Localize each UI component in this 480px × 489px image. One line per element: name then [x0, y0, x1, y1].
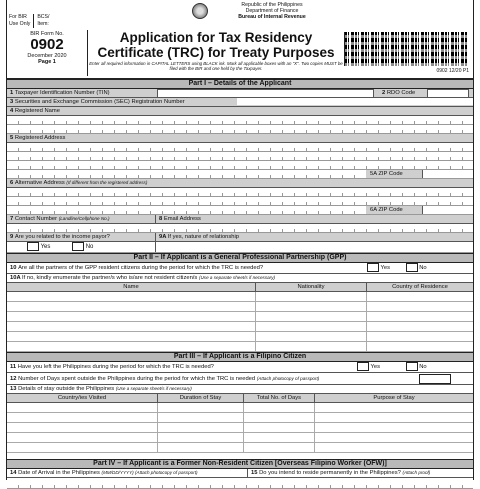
registered-name-field[interactable] [7, 116, 473, 125]
related-no-label: No [85, 244, 94, 251]
q10-row: 10 Are all the partners of the GPP resident citizens during the period for which the TRC is needed? Yes No [7, 263, 473, 274]
related-yes-label: Yes [40, 244, 51, 251]
partners-table-body [7, 292, 473, 352]
alt-address-field-3[interactable] [7, 206, 473, 215]
tin-label: 1 Taxpayer Identification Number (TIN) [10, 90, 110, 96]
q11-options [357, 362, 427, 372]
q12-days-field[interactable] [419, 374, 451, 384]
related-no-checkbox[interactable] [72, 242, 84, 251]
col-country: Country of Residence [392, 284, 448, 290]
table-row[interactable] [7, 433, 473, 443]
q11-row: 11 Have you left the Philippines during the period for which the TRC is needed? Yes No [7, 362, 473, 373]
zip6-label: 6A ZIP Code [366, 206, 422, 214]
q11-no-checkbox[interactable] [406, 362, 418, 371]
q10-yes-checkbox[interactable] [367, 263, 379, 272]
nature-field[interactable] [155, 242, 473, 252]
col-duration: Duration of Stay [158, 394, 244, 402]
alt-address-field-1[interactable] [7, 188, 473, 197]
part2-header: Part II – If Applicant is a General Professional Partnership (GPP) [7, 253, 473, 263]
stay-table-header [7, 394, 473, 403]
part3-header: Part III – If Applicant is a Filipino Citizen [7, 352, 473, 362]
form-page [6, 0, 474, 480]
q14-row: 14 Date of Arrival in the Philippines (MM/DD/YYYY) (Attach photocopy of passport) 15 Do you intend to reside permanently in the Philippines? (Attach proof) [7, 469, 473, 478]
table-row[interactable] [7, 443, 473, 453]
stay-table-body [7, 403, 473, 453]
form-header [7, 0, 473, 79]
q10-label: Are all the partners of the GPP resident citizens during the period for which the TRC is needed? [18, 265, 264, 271]
partners-table-header [7, 283, 473, 292]
rdo-field[interactable] [427, 89, 469, 98]
address-field-3[interactable] [7, 161, 473, 170]
table-row[interactable] [7, 413, 473, 423]
agency-block [177, 2, 337, 20]
q11-yes-checkbox[interactable] [357, 362, 369, 371]
tin-field[interactable] [157, 89, 374, 98]
part4-header: Part IV – If Applicant is a Former Non-Resident Citizen [Overseas Filipino Worker (OFW)] [7, 459, 473, 469]
q10a-label: If no, kindly enumerate the partner/s who is/are not resident citizen/s [22, 275, 198, 281]
agency-line-2: Department of Finance [245, 8, 299, 14]
contact-email-field[interactable] [7, 224, 473, 233]
form-title-line2: Certificate (TRC) for Treaty Purposes [97, 45, 335, 60]
address-field-1[interactable] [7, 143, 473, 152]
q15-note: (Attach proof) [402, 470, 431, 475]
alt-address-field-2[interactable] [7, 197, 473, 206]
nature-label-wrap: 9A If yes, nature of relationship [155, 233, 239, 241]
address-field-2[interactable] [7, 152, 473, 161]
alt-address-row: 6 Alternative Address (If different from the registered address) [7, 179, 473, 188]
col-nationality: Nationality [256, 283, 367, 291]
nature-label: If yes, nature of relationship [167, 234, 240, 240]
form-no: 0902 [30, 36, 64, 53]
form-number-box [7, 30, 88, 76]
for-bir-use-label: For BIR Use Only [9, 14, 34, 28]
address-label: Registered Address [14, 135, 66, 141]
related-options [7, 242, 473, 253]
zip6-field[interactable] [422, 206, 473, 214]
table-row[interactable] [7, 292, 473, 302]
q12-note: (Attach photocopy of passport) [256, 376, 320, 381]
page-number: Page 1 [38, 59, 56, 65]
q10a-note: (Use a separate sheet/s if necessary) [198, 275, 276, 280]
tin-row [7, 89, 473, 98]
q15-wrap: 15 Do you intend to reside permanently in the Philippines? (Attach proof) [247, 469, 430, 477]
title-box [89, 30, 343, 71]
for-bir-use [9, 14, 49, 28]
agency-line-1: Republic of the Philippines [241, 2, 303, 8]
bcs-item-label: BCS/ Item: [37, 14, 50, 27]
name-row: 4 Registered Name [7, 107, 473, 116]
col-countries: Country/ies Visited [7, 394, 158, 402]
q10a-row: 10A If no, kindly enumerate the partner/s who is/are not resident citizen/s (Use a separate sheet/s if necessary) [7, 274, 473, 283]
alt-address-label: Alternative Address [14, 180, 65, 186]
q11-no-label: No [419, 364, 427, 371]
name-label: Registered Name [14, 108, 60, 114]
agency-line-3: Bureau of Internal Revenue [238, 14, 306, 20]
q11-yes-label: Yes [370, 364, 380, 371]
form-title-line1: Application for Tax Residency [119, 30, 313, 45]
sec-label: Securities and Exchange Commission (SEC) Registration Number [14, 99, 185, 105]
related-yes-checkbox[interactable] [27, 242, 39, 251]
col-purpose: Purpose of Stay [373, 395, 415, 401]
q12-label: Number of Days spent outside the Philippines during the period for which the TRC is needed [18, 376, 256, 382]
q14-label: Date of Arrival in the Philippines [18, 470, 100, 476]
sec-row: 3 Securities and Exchange Commission (SEC) Registration Number [7, 98, 473, 107]
sec-field[interactable] [237, 98, 473, 105]
table-row[interactable] [7, 302, 473, 312]
contact-label: Contact Number [14, 216, 58, 222]
table-row[interactable] [7, 403, 473, 413]
q13-note: (Use a separate sheet/s if necessary) [115, 386, 192, 391]
q13-label: Details of stay outside the Philippines [18, 386, 115, 392]
form-code: 0902 12/20 P1 [436, 68, 469, 74]
table-row[interactable] [7, 342, 473, 352]
table-row[interactable] [7, 312, 473, 322]
related-label: Are you related to the income payor? [14, 234, 110, 240]
q13-row: 13 Details of stay outside the Philippines (Use a separate sheet/s if necessary) [7, 385, 473, 394]
q12-row: 12 Number of Days spent outside the Philippines during the period for which the TRC is needed (Attach photocopy of passport) [7, 373, 473, 385]
q10-no-label: No [419, 265, 427, 272]
contact-note: (Landline/Cellphone No.) [58, 216, 110, 221]
q11-label: Have you left the Philippines during the period for which the TRC is needed? [17, 364, 214, 370]
table-row[interactable] [7, 332, 473, 342]
q14-note: (MM/DD/YYYY) (Attach photocopy of passport) [101, 470, 198, 475]
alt-address-note: (If different from the registered address) [66, 180, 148, 185]
col-name: Name [7, 283, 256, 291]
q15-label: Do you intend to reside permanently in the Philippines? [259, 470, 401, 476]
part1-header: Part I – Details of the Applicant [7, 79, 473, 89]
address-field-4[interactable] [7, 170, 473, 179]
q10-no-checkbox[interactable] [406, 263, 418, 272]
zip5-label: 5A ZIP Code [366, 170, 422, 178]
q10-options [367, 263, 427, 273]
email-label-wrap: 8 Email Address [155, 215, 201, 223]
table-row[interactable] [7, 423, 473, 433]
zip5-field[interactable] [422, 170, 473, 178]
rdo-label: 2 RDO Code [382, 90, 416, 96]
col-total-days: Total No. of Days [244, 394, 315, 402]
related-row: 9 Are you related to the income payor? 9A If yes, nature of relationship [7, 233, 473, 242]
barcode-image [344, 32, 467, 66]
form-no-label: BIR Form No. [30, 31, 64, 37]
address-row: 5 Registered Address [7, 134, 473, 143]
email-label: Email Address [163, 216, 201, 222]
form-date: December 2020 [27, 53, 67, 59]
table-row[interactable] [7, 322, 473, 332]
registered-name-field-2[interactable] [7, 125, 473, 134]
contact-row: 7 Contact Number (Landline/Cellphone No.) 8 Email Address [7, 215, 473, 224]
form-instructions: Enter all required information in CAPITAL LETTERS using BLACK ink. Mark all applicable boxes with an "X". Two copies MUST be filed with the BIR and one held by the Taxpayer. [89, 61, 343, 72]
q10-yes-label: Yes [380, 265, 390, 272]
